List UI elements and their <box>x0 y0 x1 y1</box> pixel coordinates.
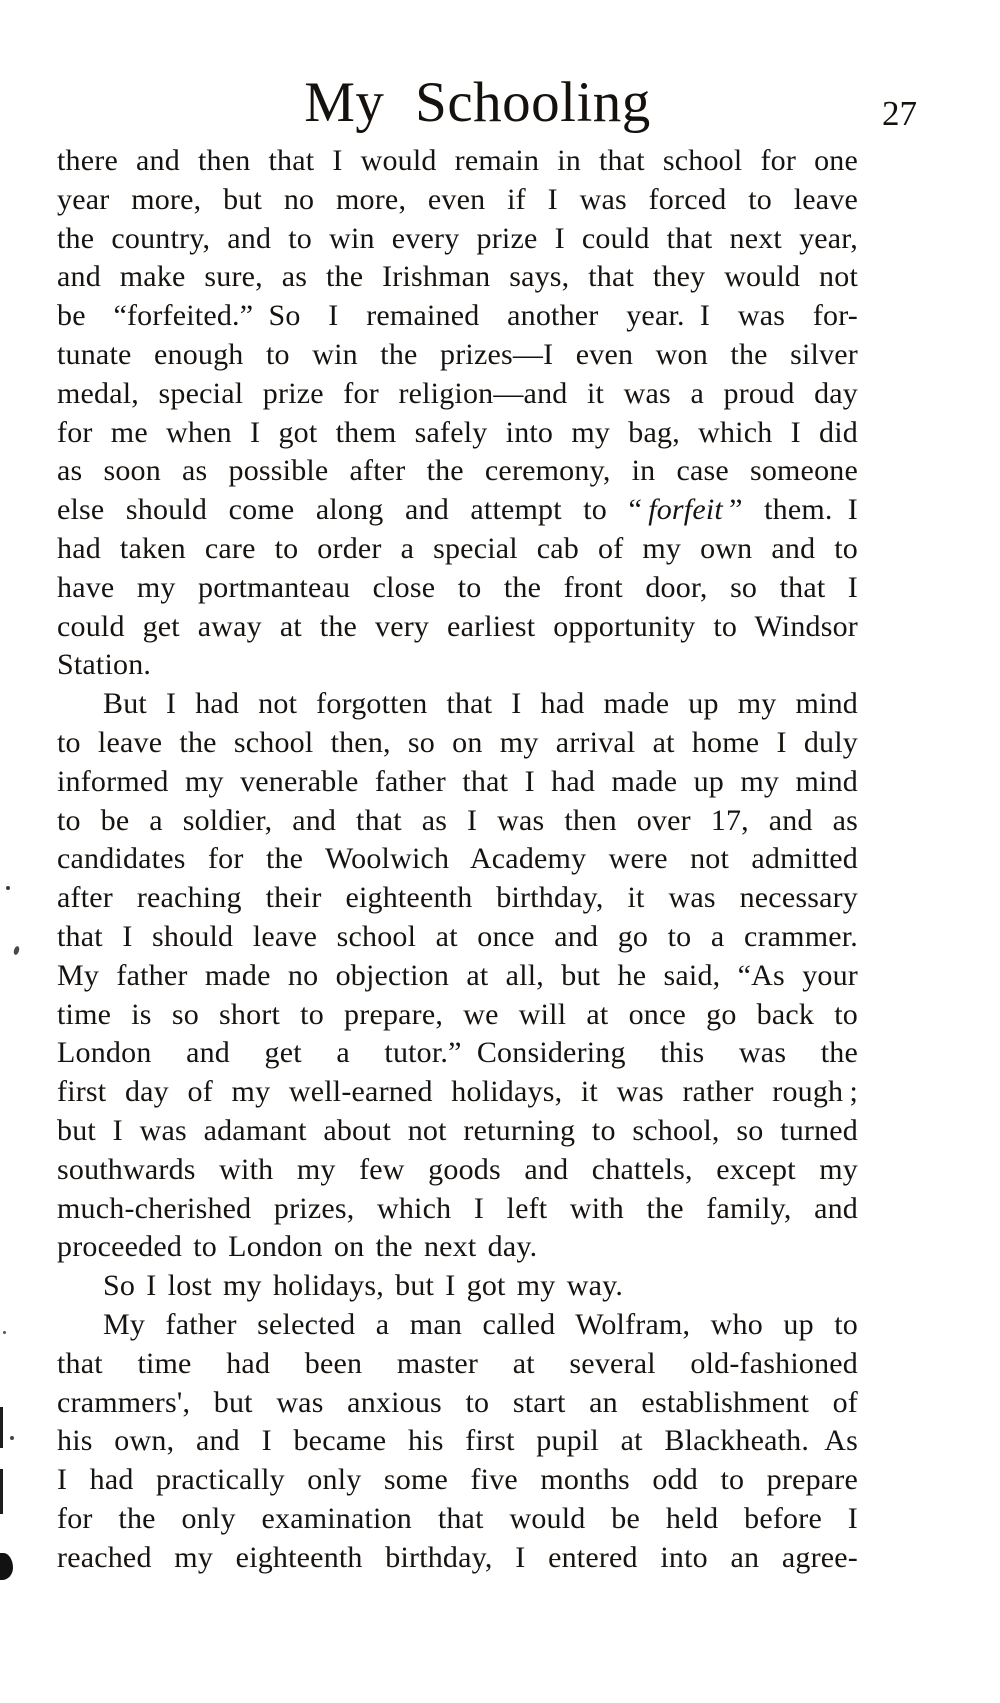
text-line: his own, and I became his first pupil at Blackheath. As <box>57 1424 858 1458</box>
text-line: My father made no objection at all, but he said, “As your <box>57 958 858 992</box>
page-header <box>57 71 917 144</box>
text-line: that I should leave school at once and go to a crammer. <box>57 919 858 953</box>
body-text <box>57 142 858 1577</box>
text-line: else should come along and attempt to “ forfeit ” them. I <box>57 493 858 527</box>
text-line: time is so short to prepare, we will at once go back to <box>57 997 858 1031</box>
ink-blot <box>0 1553 13 1580</box>
running-title: My Schooling <box>304 71 651 134</box>
text-line: crammers', but was anxious to start an establishment of <box>57 1385 858 1419</box>
scan-speck <box>6 886 10 890</box>
text-line: medal, special prize for religion—and it was a proud day <box>57 376 858 410</box>
text-line: I had practically only some five months odd to prepare <box>57 1463 858 1497</box>
text-line: reached my eighteenth birthday, I entered into an agree- <box>57 1540 858 1574</box>
text-line: tunate enough to win the prizes—I even won the silver <box>57 337 858 371</box>
text-line: year more, but no more, even if I was forced to leave <box>57 182 858 216</box>
text-line: the country, and to win every prize I could that next year, <box>57 221 858 255</box>
text-line: So I lost my holidays, but I got my way. <box>103 1269 624 1303</box>
text-line: had taken care to order a special cab of my own and to <box>57 531 858 565</box>
text-line: candidates for the Woolwich Academy were not admitted <box>57 842 858 876</box>
text-line: as soon as possible after the ceremony, in case someone <box>57 454 858 488</box>
text-line: London and get a tutor.” Considering this was the <box>57 1036 858 1070</box>
scan-speck <box>10 1436 14 1440</box>
text-line: much-cherished prizes, which I left with the family, and <box>57 1191 858 1225</box>
text-line: and make sure, as the Irishman says, that they would not <box>57 260 858 294</box>
text-line: informed my venerable father that I had made up my mind <box>57 764 858 798</box>
text-line: that time had been master at several old-fashioned <box>57 1346 858 1380</box>
text-line: But I had not forgotten that I had made up my mind <box>103 687 858 721</box>
text-line: My father selected a man called Wolfram, who up to <box>103 1307 858 1341</box>
text-line: have my portmanteau close to the front door, so that I <box>57 570 858 604</box>
scan-edge-mark <box>0 1469 3 1514</box>
text-line: for me when I got them safely into my bag, which I did <box>57 415 858 449</box>
text-line: be “forfeited.” So I remained another year. I was for- <box>57 299 858 333</box>
text-line: could get away at the very earliest opportunity to Windsor <box>57 609 858 643</box>
text-line: after reaching their eighteenth birthday, it was necessary <box>57 881 858 915</box>
text-line: Station. <box>57 648 152 682</box>
text-line: first day of my well-earned holidays, it was rather rough ; <box>57 1075 858 1109</box>
text-line: to leave the school then, so on my arrival at home I duly <box>57 725 858 759</box>
text-line: but I was adamant about not returning to school, so turned <box>57 1113 858 1147</box>
text-line: there and then that I would remain in that school for one <box>57 144 858 177</box>
page-number: 27 <box>882 94 917 133</box>
text-line: proceeded to London on the next day. <box>57 1230 538 1264</box>
scan-edge-mark <box>0 1407 3 1448</box>
text-line: to be a soldier, and that as I was then over 17, and as <box>57 803 858 837</box>
scan-speck <box>13 945 21 955</box>
scan-speck <box>3 1331 6 1334</box>
text-line: southwards with my few goods and chattels, except my <box>57 1152 858 1186</box>
text-line: for the only examination that would be held before I <box>57 1501 858 1535</box>
